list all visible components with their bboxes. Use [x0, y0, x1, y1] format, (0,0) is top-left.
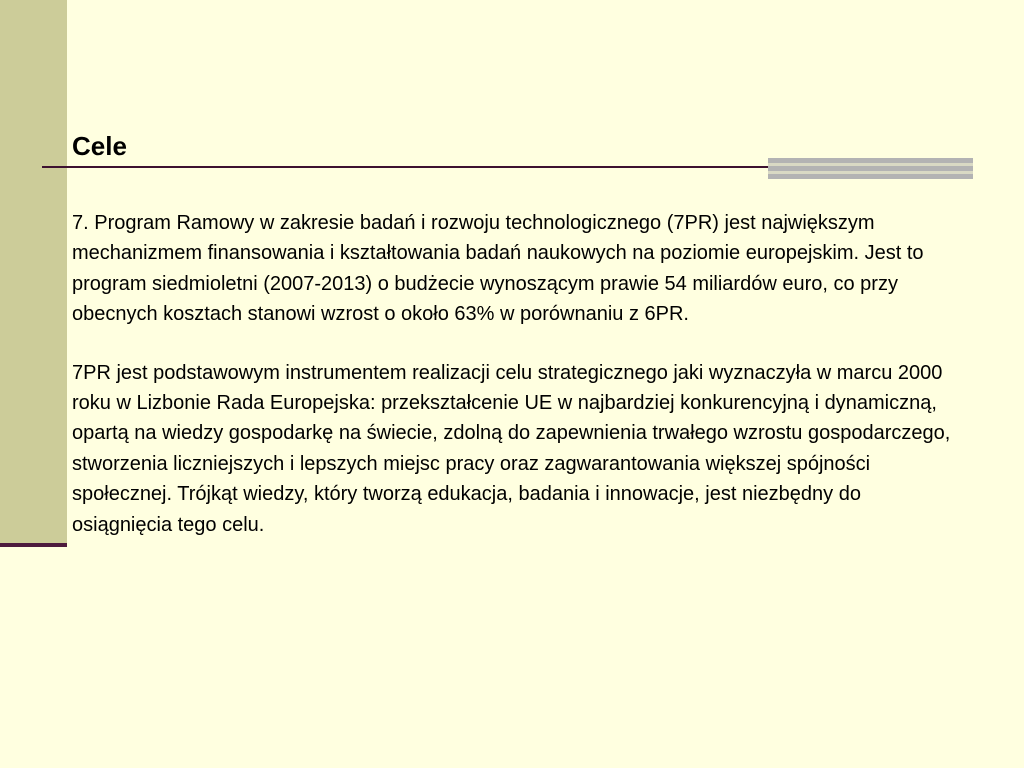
slide-body [72, 208, 957, 540]
title-underline [42, 166, 772, 168]
accent-stripes [768, 158, 973, 179]
slide-title: Cele [72, 131, 127, 161]
accent-stripe [768, 174, 973, 179]
left-decorative-bar [0, 0, 67, 545]
left-bar-rule [0, 543, 67, 547]
paragraph-strategic-goal: 7PR jest podstawowym instrumentem realizacji celu strategicznego jaki wyznaczyła w marcu 2000 roku w Lizbonie Rada Europejska: przekształcenie UE w najbardziej konkurencyjną i dynamiczną, opartą na wiedzy gospodarkę na świecie, zdolną do zapewnienia trwałego wzrostu gospodarczego, stworzenia liczniejszych i lepszych miejsc pracy oraz zagwarantowania większej spójności społecznej. Trójkąt wiedzy, który tworzą edukacja, badania i innowacje, jest niezbędny do osiągnięcia tego celu. [72, 361, 951, 536]
paragraph-program-overview: 7. Program Ramowy w zakresie badań i rozwoju technologicznego (7PR) jest największym mechanizmem finansowania i kształtowania badań naukowych na poziomie europejskim. Jest to program siedmioletni (2007-2013) o budżecie wynoszącym prawie 54 miliardów euro, co przy obecnych kosztach stanowi wzrost o około 63% w porównaniu z 6PR. [72, 212, 924, 326]
